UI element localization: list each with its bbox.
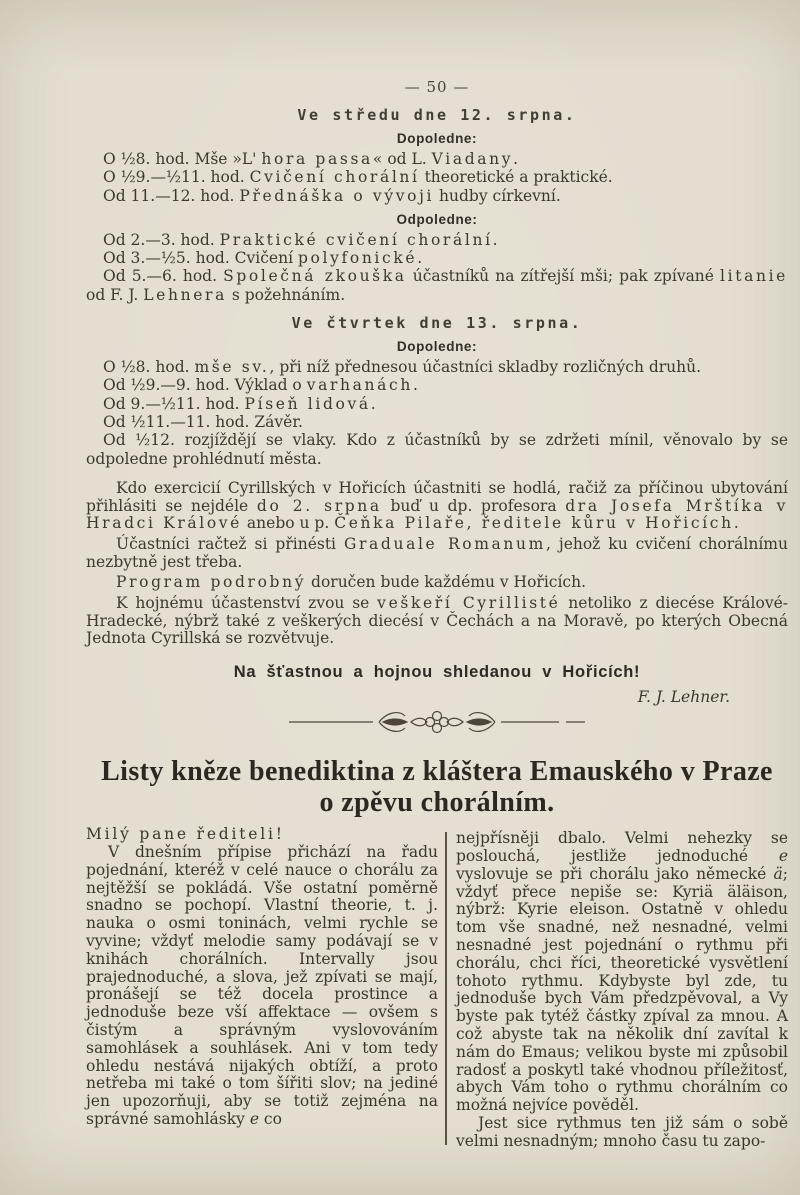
- article-title-line2: o zpěvu chorálním.: [319, 787, 555, 819]
- day2-title: Ve čtvrtek dne 13. srpna.: [291, 314, 583, 333]
- note-paragraph: K hojnému účastenství zvou se veškeří Cyrillisté netoliko z diecése Králové-Hradecké, nýbrž také z veškerých diecésí v Čechách a na Moravě, po kterých Obecná Jednota Cyrillská se rozvětvuje.: [86, 594, 788, 648]
- schedule-line: Od ½12. rozjíždějí se vlaky. Kdo z účastníků by se zdržeti mínil, věnovalo by se odpoledne prohlédnutí města.: [86, 431, 788, 468]
- day1-morning-schedule: [86, 150, 788, 205]
- schedule-line: Od 3.—½5. hod. Cvičení polyfonické.: [103, 249, 423, 268]
- note-paragraph: Účastníci račtež si přinésti Graduale Romanum, jehož ku cvičení chorálnímu nezbytně jest třeba.: [86, 534, 788, 571]
- article-columns: [86, 826, 788, 1150]
- article-paragraph: V dnešním přípise přichází na řadu pojednání, kteréž v celé nauce o chorálu za nejtěžší se pokládá. Vše ostatní poměrně snadno se pochopí. Vlastní theorie, t. j. nauka o osmi toninách, velmi rychle se vyvine; vždyť melodie samy podávají se v knihách chorálních. Intervally jsou prajednoduché, a slova, jež zpívati se mají, pronášejí se též docela prostince a jednoduše beze vší affektace — ovšem s čistým a správným vyslovováním samohlásek a souhlásek. Ani v tom tedy ohledu nestává nijakých obtíží, a proto netřeba mi také o tom šířiti slov; na jediné jen upozorňuji, aby se totiž zejména na správné samohlásky e co: [86, 842, 438, 1128]
- schedule-line: O ½9.—½11. hod. Cvičení chorální theoretické a praktické.: [103, 168, 613, 187]
- day2-morning-label: Dopoledne:: [396, 339, 478, 355]
- column-divider-rule: [445, 832, 447, 1144]
- left-column-text: [86, 844, 438, 1129]
- schedule-line: O ½8. hod. mše sv., při níž přednesou účastníci skladby rozličných druhů.: [103, 358, 702, 377]
- program-notes: [86, 480, 788, 648]
- schedule-line: O ½8. hod. Mše »L' hora passa« od L. Viadany.: [103, 150, 519, 168]
- article-left-column: [86, 826, 438, 1150]
- schedule-line: Od ½9.—9. hod. Výklad o varhanách.: [103, 376, 418, 395]
- article-paragraph: Jest sice rythmus ten již sám o sobě velmi nesnadným; mnoho času tu zapo-: [456, 1113, 788, 1150]
- day1-afternoon-schedule: [86, 231, 788, 304]
- page-content: [86, 78, 788, 1151]
- article-paragraph: nejpřísněji dbalo. Velmi nehezky se poslouchá, jestliže jednoduché e vyslovuje se při chorálu jako německé ä; vždyť přece nepiše se: Kyriä äläison, nýbrž: Kyrie eleison. Ostatně v ohledu tom vše snadné, než nesnadné, velmi nesnadné jest pojednání o rythmu při chorálu, chci říci, theoretické vysvětlení tohoto rythmu. Kdybyste byl zde, tu jednoduše bych Vám předzpěvoval, a Vy byste pak tytéž částky zpíval za mnou. A což abyste tak na několik dní zavítal k nám do Emaus; velikou byste mi způsobil radosť a poskytl také vhodnou příležitosť, abych Vám toho o rythmu chorálním co možná nejvíce pověděl.: [456, 829, 788, 1115]
- note-paragraph: Program podrobný doručen bude každému v Hořicích.: [116, 573, 587, 592]
- day1-afternoon-label: Odpoledne:: [396, 211, 478, 227]
- closing-line: Na šťastnou a hojnou shledanou v Hořicích!: [233, 663, 641, 682]
- schedule-line: Od 11.—12. hod. Přednáška o vývoji hudby církevní.: [103, 186, 561, 205]
- schedule-line: Od 9.—½11. hod. Píseň lidová.: [103, 394, 376, 413]
- day1-morning-label: Dopoledne:: [396, 131, 478, 146]
- note-paragraph: Kdo exercicií Cyrillských v Hořicích účastniti se hodlá, račiž za příčinou ubytování přihlásiti se nejdéle do 2. srpna buď u dp. profesora dra Josefa Mrštíka v Hradci Králové anebo u p. Čeňka Pilaře, ředitele kůru v Hořicích.: [86, 478, 788, 533]
- schedule-line: Od 5.—6. hod. Společná zkouška účastníků na zítřejší mši; pak zpívané litanie od F. J. Lehnera s požehnáním.: [86, 267, 788, 304]
- schedule-line: Od ½11.—11. hod. Závěr.: [103, 412, 303, 431]
- page-number: — 50 —: [404, 78, 470, 96]
- article-title: [86, 756, 788, 818]
- salutation: Milý pane řediteli!: [86, 825, 285, 844]
- fleuron-icon: [287, 706, 587, 736]
- signature: F. J. Lehner.: [637, 688, 730, 707]
- schedule-line: Od 2.—3. hod. Praktické cvičení chorální.: [103, 230, 498, 249]
- day1-title: Ve středu dne 12. srpna.: [297, 106, 577, 124]
- ornament-divider: [86, 706, 788, 736]
- article-title-line1: Listy kněze benediktina z kláštera Emauského v Praze: [101, 756, 773, 788]
- article-right-column: [456, 826, 788, 1150]
- day2-morning-schedule: [86, 358, 788, 468]
